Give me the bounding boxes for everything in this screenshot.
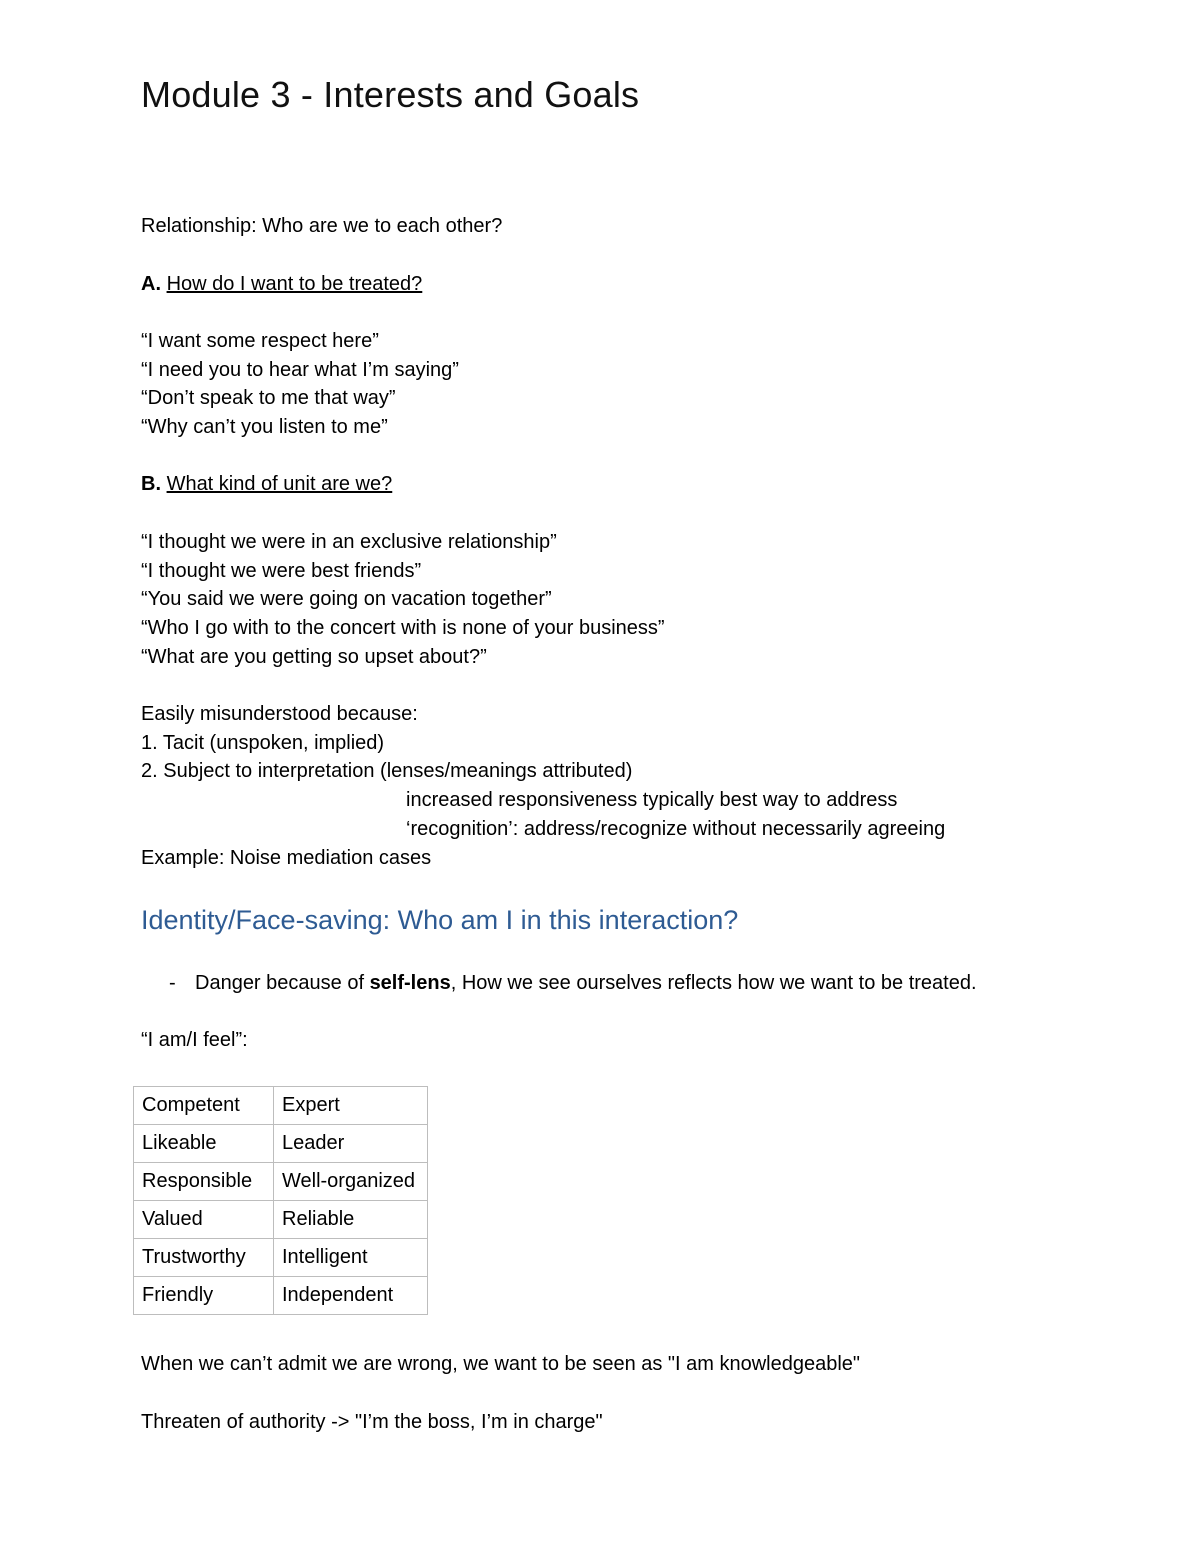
table-cell: Well-organized [274, 1163, 428, 1201]
table-cell: Competent [134, 1087, 274, 1125]
quote-b-3: “You said we were going on vacation together” [141, 588, 552, 610]
table-row [134, 1239, 428, 1277]
table-cell: Valued [134, 1201, 274, 1239]
section-b-letter: B. [141, 473, 161, 495]
table-row [134, 1125, 428, 1163]
identity-heading: Identity/Face-saving: Who am I in this interaction? [141, 905, 739, 935]
quote-a-2: “I need you to hear what I’m saying” [141, 359, 459, 381]
closing-line-1: When we can’t admit we are wrong, we want to be seen as "I am knowledgeable" [141, 1353, 861, 1375]
table-cell: Expert [274, 1087, 428, 1125]
misunderstood-sub-1: increased responsiveness typically best way to address [406, 789, 898, 811]
section-b-heading [141, 471, 392, 497]
quote-a-3: “Don’t speak to me that way” [141, 387, 396, 409]
bullet-dash: - [169, 972, 176, 994]
table-cell: Intelligent [274, 1239, 428, 1277]
i-am-label: “I am/I feel”: [141, 1029, 248, 1051]
table-cell: Friendly [134, 1277, 274, 1315]
section-b-title: What kind of unit are we? [166, 473, 393, 495]
quote-b-1: “I thought we were in an exclusive relationship” [141, 531, 557, 553]
table-row [134, 1277, 428, 1315]
misunderstood-sub-2: ‘recognition’: address/recognize without necessarily agreeing [406, 818, 946, 840]
closing-line-2: Threaten of authority -> "I’m the boss, I’m in charge" [141, 1411, 603, 1433]
misunderstood-item-2: 2. Subject to interpretation (lenses/meanings attributed) [141, 760, 633, 782]
section-a-title: How do I want to be treated? [166, 273, 423, 295]
quote-a-1: “I want some respect here” [141, 330, 379, 352]
section-a-letter: A. [141, 273, 161, 295]
table-cell: Responsible [134, 1163, 274, 1201]
misunderstood-lead: Easily misunderstood because: [141, 703, 418, 725]
page-title: Module 3 - Interests and Goals [141, 74, 640, 115]
table-row [134, 1163, 428, 1201]
relationship-heading: Relationship: Who are we to each other? [141, 215, 503, 237]
misunderstood-item-1: 1. Tacit (unspoken, implied) [141, 732, 385, 754]
table-cell: Leader [274, 1125, 428, 1163]
table-row [134, 1087, 428, 1125]
table-cell: Likeable [134, 1125, 274, 1163]
section-a-heading [141, 271, 422, 297]
danger-text-after: , How we see ourselves reflects how we want to be treated. [450, 972, 977, 994]
quote-b-5: “What are you getting so upset about?” [141, 646, 487, 668]
traits-table [133, 1086, 428, 1315]
quote-a-4: “Why can’t you listen to me” [141, 416, 388, 438]
table-cell: Reliable [274, 1201, 428, 1239]
danger-text-bold: self-lens [369, 972, 451, 994]
table-cell: Independent [274, 1277, 428, 1315]
quote-b-2: “I thought we were best friends” [141, 560, 422, 582]
quote-b-4: “Who I go with to the concert with is none of your business” [141, 617, 665, 639]
table-row [134, 1201, 428, 1239]
table-cell: Trustworthy [134, 1239, 274, 1277]
danger-text-before: Danger because of [195, 972, 370, 994]
example-line: Example: Noise mediation cases [141, 847, 432, 869]
danger-line [195, 970, 977, 996]
